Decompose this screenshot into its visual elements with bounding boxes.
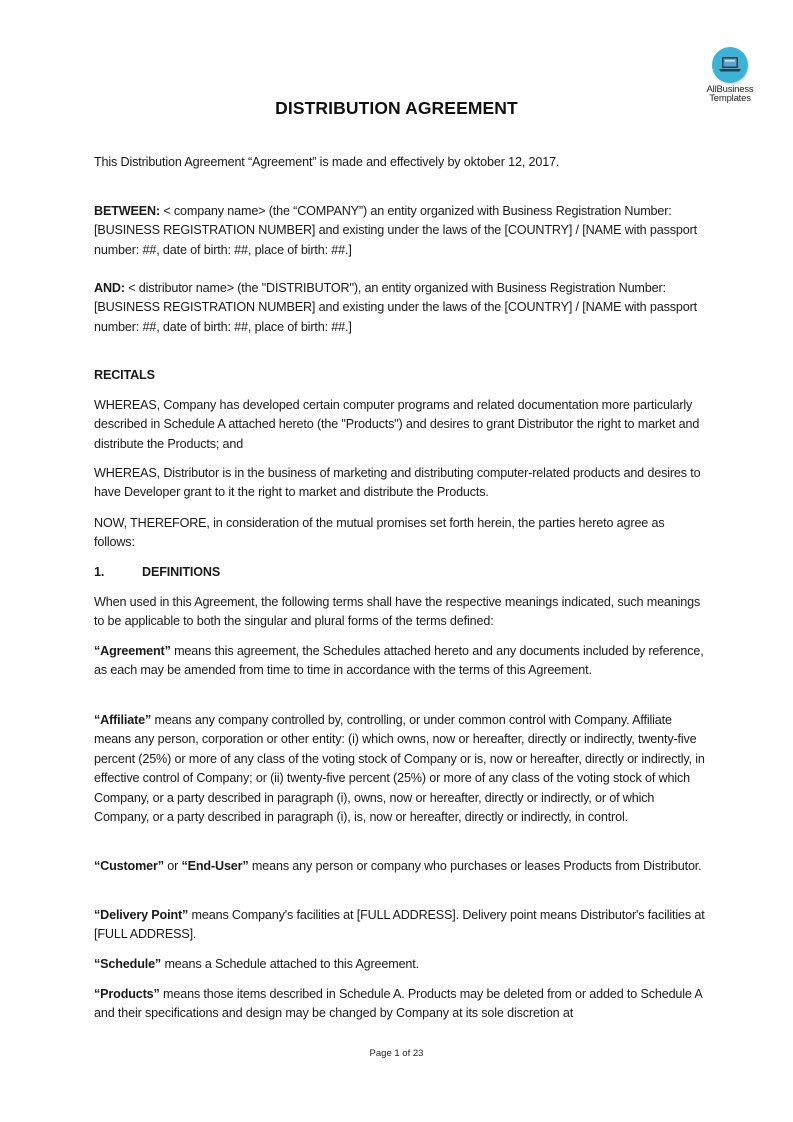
- definition-term: “End-User”: [181, 859, 249, 873]
- between-party-paragraph: [94, 202, 706, 260]
- between-label: BETWEEN:: [94, 204, 160, 218]
- and-text: < distributor name> (the "DISTRIBUTOR"), an entity organized with Business Registration Number: [BUSINESS REGISTRATION NUMBER] and existing under the laws of the [COUNTRY] / [NAME with passport number: ##, date of birth: ##, place of birth: ##.]: [94, 281, 697, 334]
- definition-term: “Schedule”: [94, 957, 162, 971]
- logo-text-line1: AllBusiness: [706, 84, 754, 95]
- recital-paragraph: WHEREAS, Distributor is in the business of marketing and distributing computer-related products and desires to have Developer grant to it the right to market and distribute the Products.: [94, 466, 701, 500]
- definition-connector: or: [163, 859, 182, 873]
- definition-term: “Customer”: [94, 859, 164, 873]
- definition-text: means those items described in Schedule A. Products may be deleted from or added to Schedule A and their specifications and design may be changed by Company at its sole discretion at: [94, 987, 702, 1021]
- definition-text: means this agreement, the Schedules attached hereto and any documents included by reference, as each may be amended from time to time in accordance with the terms of this Agreement.: [94, 644, 704, 678]
- definition-item: [94, 857, 706, 876]
- definition-term: “Agreement”: [94, 644, 171, 658]
- definition-item: [94, 642, 706, 681]
- definition-item: [94, 711, 706, 827]
- recital-paragraph: WHEREAS, Company has developed certain computer programs and related documentation more particularly described in Schedule A attached hereto (the "Products") and desires to grant Distributor the right to market and distribute the Products; and: [94, 398, 700, 451]
- definition-text: means Company's facilities at [FULL ADDRESS]. Delivery point means Distributor's facilities at [FULL ADDRESS].: [94, 908, 705, 942]
- section-title: DEFINITIONS: [142, 565, 221, 579]
- definition-term: “Affiliate”: [94, 713, 152, 727]
- document-title: DISTRIBUTION AGREEMENT: [275, 98, 518, 118]
- definition-term: “Products”: [94, 987, 160, 1001]
- recitals-heading: RECITALS: [94, 368, 155, 382]
- definition-item: [94, 906, 706, 945]
- definition-text: means any person or company who purchases or leases Products from Distributor.: [248, 859, 702, 873]
- and-party-paragraph: [94, 279, 706, 337]
- section-number: 1.: [94, 565, 105, 579]
- logo-text-line2: Templates: [709, 93, 751, 104]
- definitions-intro: When used in this Agreement, the following terms shall have the respective meanings indicated, such meanings to be applicable to both the singular and plural forms of the terms defined:: [94, 595, 701, 629]
- page-number: Page 1 of 23: [369, 1048, 424, 1059]
- now-therefore-paragraph: NOW, THEREFORE, in consideration of the mutual promises set forth herein, the parties hereto agree as follows:: [94, 516, 665, 550]
- definition-item: [94, 985, 706, 1024]
- definition-item: [94, 955, 706, 974]
- allbusiness-templates-logo: [698, 47, 762, 103]
- and-label: AND:: [94, 281, 125, 295]
- between-text: < company name> (the “COMPANY”) an entity organized with Business Registration Number: [BUSINESS REGISTRATION NUMBER] and existing under the laws of the [COUNTRY] / [NAME with passport number: ##, date of birth: ##, place of birth: ##.]: [94, 204, 697, 257]
- intro-paragraph: This Distribution Agreement “Agreement” is made and effectively by oktober 12, 2017.: [94, 155, 560, 169]
- definition-text: means a Schedule attached to this Agreement.: [161, 957, 419, 971]
- definition-text: means any company controlled by, controlling, or under common control with Company. Affiliate means any person, corporation or other entity: (i) which owns, now or hereafter, directly or indirectly, twenty-five percent (25%) or more of any class of the voting stock of Company or is, now or hereafter, directly or indirectly, in effective control of Company; or (ii) twenty-five percent (25%) or more of any class of the voting stock of which Company, or a party described in paragraph (i), owns, now or hereafter, directly or indirectly, or of which Company, or a party described in paragraph (i), is, now or hereafter, directly or indirectly, in control.: [94, 713, 705, 825]
- definition-term: “Delivery Point”: [94, 908, 189, 922]
- section-heading-definitions: [94, 563, 706, 582]
- laptop-icon: [712, 47, 748, 83]
